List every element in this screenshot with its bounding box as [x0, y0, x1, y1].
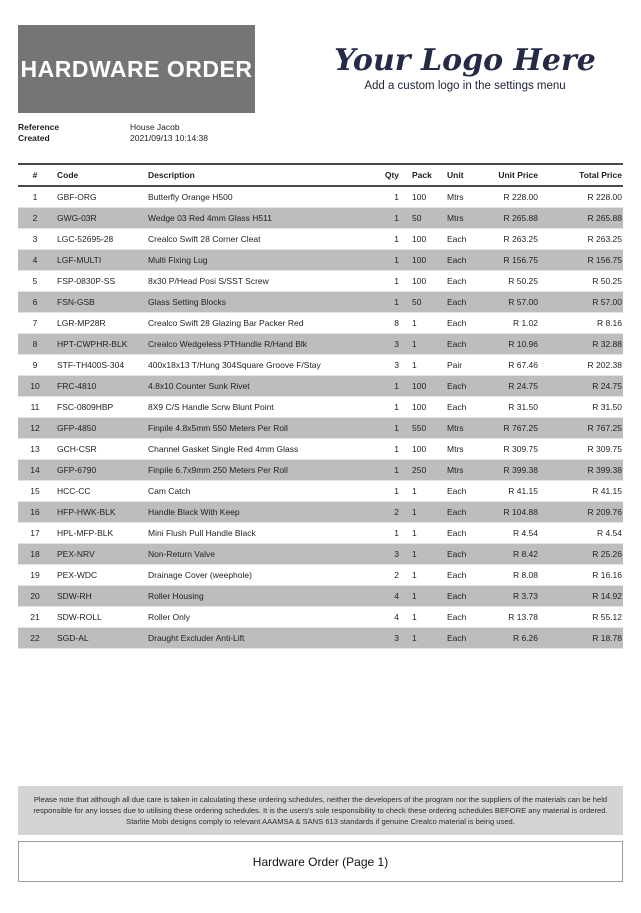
cell-number: 2 [32, 212, 38, 223]
cell-unit-price: R 24.75 [508, 380, 538, 391]
cell-unit: Each [447, 296, 467, 307]
cell-unit: Mtrs [447, 464, 464, 475]
cell-description: 4.8x10 Counter Sunk Rivet [148, 380, 250, 391]
cell-description: Draught Excluder Anti-Lift [148, 632, 245, 643]
cell-unit-price: R 57.00 [508, 296, 538, 307]
cell-unit: Mtrs [447, 443, 464, 454]
page-footer-box [18, 841, 623, 882]
cell-description: Mini Flush Pull Handle Black [148, 527, 256, 538]
cell-description: Finpile 4.8x5mm 550 Meters Per Roll [148, 422, 288, 433]
cell-description: Channel Gasket Single Red 4mm Glass [148, 443, 299, 454]
disclaimer-box [18, 786, 623, 835]
table-row [18, 459, 623, 480]
cell-unit-price: R 67.46 [508, 359, 538, 370]
cell-description: Crealco Swift 28 Corner Cleat [148, 233, 261, 244]
col-header-total-price: Total Price [579, 170, 622, 180]
cell-description: Butterfly Orange H500 [148, 191, 233, 202]
cell-code: GFP-6790 [57, 464, 97, 475]
table-row [18, 501, 623, 522]
cell-unit: Each [447, 569, 467, 580]
cell-description: Finpile 6.7x9mm 250 Meters Per Roll [148, 464, 288, 475]
cell-number: 15 [30, 485, 40, 496]
cell-total-price: R 399.38 [587, 464, 622, 475]
table-row [18, 396, 623, 417]
cell-qty: 4 [394, 611, 399, 622]
cell-pack: 1 [412, 611, 417, 622]
cell-code: SDW-RH [57, 590, 92, 601]
cell-total-price: R 50.25 [592, 275, 622, 286]
cell-qty: 2 [394, 506, 399, 517]
col-header-qty: Qty [384, 170, 399, 180]
cell-total-price: R 16.16 [592, 569, 622, 580]
cell-code: HPL-MFP-BLK [57, 527, 114, 538]
page-title: HARDWARE ORDER [20, 55, 253, 82]
cell-total-price: R 767.25 [587, 422, 622, 433]
cell-pack: 100 [412, 254, 427, 265]
table-row [18, 417, 623, 438]
cell-number: 7 [32, 317, 38, 328]
cell-qty: 1 [394, 191, 399, 202]
cell-unit: Each [447, 548, 467, 559]
cell-number: 18 [30, 548, 40, 559]
cell-pack: 50 [412, 296, 422, 307]
cell-number: 13 [30, 443, 40, 454]
table-header [18, 164, 623, 186]
cell-number: 3 [32, 233, 38, 244]
table-row [18, 270, 623, 291]
cell-total-price: R 55.12 [592, 611, 622, 622]
table-row [18, 564, 623, 585]
cell-pack: 1 [412, 506, 417, 517]
cell-qty: 1 [394, 464, 399, 475]
logo-text: Your Logo Here [334, 43, 596, 78]
logo-hint-text: Add a custom logo in the settings menu [364, 80, 566, 92]
cell-unit: Each [447, 632, 467, 643]
cell-qty: 1 [394, 380, 399, 391]
table-row [18, 543, 623, 564]
table-row [18, 291, 623, 312]
cell-total-price: R 18.78 [592, 632, 622, 643]
cell-code: STF-TH400S-304 [57, 359, 125, 370]
created-label: Created [18, 133, 50, 143]
cell-unit: Each [447, 590, 467, 601]
table-body [18, 186, 623, 648]
table-row [18, 375, 623, 396]
page-footer-label: Hardware Order (Page 1) [252, 854, 389, 869]
cell-pack: 1 [412, 485, 417, 496]
cell-pack: 1 [412, 632, 417, 643]
cell-code: FRC-4810 [57, 380, 97, 391]
col-header-number: # [32, 170, 38, 180]
cell-number: 8 [32, 338, 38, 349]
cell-code: FSC-0809HBP [57, 401, 114, 412]
cell-unit: Mtrs [447, 191, 464, 202]
cell-unit: Each [447, 527, 467, 538]
cell-qty: 1 [394, 485, 399, 496]
cell-total-price: R 309.75 [587, 443, 622, 454]
cell-total-price: R 57.00 [592, 296, 622, 307]
cell-pack: 1 [412, 590, 417, 601]
cell-unit-price: R 50.25 [508, 275, 538, 286]
cell-number: 6 [32, 296, 38, 307]
cell-qty: 1 [394, 212, 399, 223]
table-row [18, 585, 623, 606]
cell-number: 4 [32, 254, 38, 265]
cell-number: 21 [30, 611, 40, 622]
cell-unit-price: R 1.02 [512, 317, 538, 328]
cell-pack: 100 [412, 191, 427, 202]
cell-unit-price: R 3.73 [512, 590, 538, 601]
cell-total-price: R 265.88 [587, 212, 622, 223]
cell-unit-price: R 228.00 [503, 191, 538, 202]
col-header-pack: Pack [412, 170, 432, 180]
table-row [18, 438, 623, 459]
cell-unit: Mtrs [447, 422, 464, 433]
cell-qty: 1 [394, 254, 399, 265]
table-row [18, 522, 623, 543]
cell-description: Cam Catch [148, 485, 191, 496]
order-meta [18, 122, 208, 144]
cell-pack: 1 [412, 317, 417, 328]
table-row [18, 186, 623, 207]
cell-pack: 1 [412, 359, 417, 370]
cell-pack: 250 [412, 464, 427, 475]
cell-qty: 3 [394, 359, 399, 370]
cell-description: Drainage Cover (weephole) [148, 569, 252, 580]
cell-unit-price: R 156.75 [503, 254, 538, 265]
table-row [18, 627, 623, 648]
created-row [18, 133, 208, 144]
cell-total-price: R 32.88 [592, 338, 622, 349]
cell-unit: Each [447, 275, 467, 286]
created-value: 2021/09/13 10:14:38 [130, 133, 208, 143]
table-row [18, 480, 623, 501]
col-header-code: Code [57, 170, 79, 180]
cell-pack: 1 [412, 569, 417, 580]
cell-qty: 1 [394, 401, 399, 412]
cell-number: 14 [30, 464, 40, 475]
cell-qty: 3 [394, 548, 399, 559]
cell-unit-price: R 31.50 [508, 401, 538, 412]
cell-unit: Each [447, 233, 467, 244]
cell-qty: 2 [394, 569, 399, 580]
cell-unit: Mtrs [447, 212, 464, 223]
col-header-description: Description [148, 170, 195, 180]
cell-total-price: R 24.75 [592, 380, 622, 391]
cell-unit-price: R 263.25 [503, 233, 538, 244]
col-header-unit-price: Unit Price [498, 170, 538, 180]
cell-total-price: R 228.00 [587, 191, 622, 202]
cell-description: Wedge 03 Red 4mm Glass H511 [148, 212, 272, 223]
cell-description: Multi Fixing Lug [148, 254, 208, 265]
table-row [18, 249, 623, 270]
cell-code: PEX-NRV [57, 548, 95, 559]
logo-placeholder [300, 44, 630, 92]
cell-pack: 550 [412, 422, 427, 433]
cell-unit-price: R 4.54 [512, 527, 538, 538]
table-row [18, 333, 623, 354]
cell-number: 22 [30, 632, 40, 643]
cell-pack: 50 [412, 212, 422, 223]
cell-unit-price: R 767.25 [503, 422, 538, 433]
cell-total-price: R 202.38 [587, 359, 622, 370]
cell-total-price: R 41.15 [592, 485, 622, 496]
cell-pack: 100 [412, 380, 427, 391]
cell-code: GBF-ORG [57, 191, 97, 202]
cell-total-price: R 25.26 [592, 548, 622, 559]
cell-unit: Each [447, 254, 467, 265]
cell-code: GCH-CSR [57, 443, 97, 454]
cell-unit: Each [447, 401, 467, 412]
cell-total-price: R 14.92 [592, 590, 622, 601]
cell-description: Crealco Swift 28 Glazing Bar Packer Red [148, 317, 304, 328]
cell-qty: 1 [394, 275, 399, 286]
cell-qty: 8 [394, 317, 399, 328]
cell-code: PEX-WDC [57, 569, 98, 580]
cell-unit-price: R 13.78 [508, 611, 538, 622]
cell-unit: Pair [447, 359, 463, 370]
cell-qty: 3 [394, 632, 399, 643]
reference-label: Reference [18, 122, 60, 132]
cell-qty: 1 [394, 443, 399, 454]
cell-unit: Each [447, 338, 467, 349]
table-row [18, 207, 623, 228]
cell-code: GFP-4850 [57, 422, 97, 433]
cell-qty: 1 [394, 296, 399, 307]
cell-number: 17 [30, 527, 40, 538]
reference-row [18, 122, 208, 133]
cell-pack: 100 [412, 275, 427, 286]
cell-number: 10 [30, 380, 40, 391]
cell-unit: Each [447, 380, 467, 391]
cell-description: Roller Housing [148, 590, 204, 601]
cell-unit: Each [447, 485, 467, 496]
cell-code: HFP-HWK-BLK [57, 506, 116, 517]
table-row [18, 312, 623, 333]
cell-qty: 1 [394, 233, 399, 244]
cell-unit-price: R 6.26 [512, 632, 538, 643]
cell-total-price: R 263.25 [587, 233, 622, 244]
cell-unit-price: R 10.96 [508, 338, 538, 349]
cell-unit: Each [447, 506, 467, 517]
cell-unit-price: R 265.88 [503, 212, 538, 223]
cell-total-price: R 156.75 [587, 254, 622, 265]
cell-description: Non-Return Valve [148, 548, 215, 559]
cell-total-price: R 209.76 [587, 506, 622, 517]
cell-unit-price: R 8.08 [512, 569, 538, 580]
table-row [18, 228, 623, 249]
cell-code: HPT-CWPHR-BLK [57, 338, 128, 349]
cell-code: SDW-ROLL [57, 611, 102, 622]
table-row [18, 606, 623, 627]
cell-description: Roller Only [148, 611, 191, 622]
order-items-table [18, 163, 623, 649]
cell-total-price: R 8.16 [596, 317, 622, 328]
disclaimer-text: Please note that although all due care is taken in calculating these ordering schedules, neither the developers of the program nor the suppliers of the materials can be held responsible for any losses due to utilising these ordering schedules. It is the users's sole responsibility to check these ordering schedules BEFORE any material is ordered. Starlite Mobi designs comply to relevant AAAMSA & SANS 613 standards if genuine Crealco material is being used. [33, 795, 608, 826]
reference-value: House Jacob [130, 122, 180, 132]
cell-code: FSN-GSB [57, 296, 95, 307]
cell-code: LGR-MP28R [57, 317, 106, 328]
cell-unit-price: R 41.15 [508, 485, 538, 496]
cell-number: 12 [30, 422, 40, 433]
cell-unit-price: R 399.38 [503, 464, 538, 475]
cell-description: 8X9 C/S Handle Scrw Blunt Point [148, 401, 274, 412]
cell-pack: 1 [412, 548, 417, 559]
cell-pack: 100 [412, 401, 427, 412]
cell-total-price: R 4.54 [596, 527, 622, 538]
cell-code: FSP-0830P-SS [57, 275, 116, 286]
cell-number: 11 [30, 401, 40, 412]
col-header-unit: Unit [447, 170, 464, 180]
cell-code: SGD-AL [57, 632, 89, 643]
cell-code: LGC-52695-28 [57, 233, 114, 244]
cell-total-price: R 31.50 [592, 401, 622, 412]
cell-number: 5 [32, 275, 38, 286]
cell-number: 19 [30, 569, 40, 580]
table-row [18, 354, 623, 375]
cell-pack: 100 [412, 233, 427, 244]
cell-number: 1 [32, 191, 38, 202]
cell-description: Handle Black With Keep [148, 506, 240, 517]
cell-number: 9 [32, 359, 38, 370]
cell-unit-price: R 8.42 [512, 548, 538, 559]
cell-pack: 1 [412, 338, 417, 349]
cell-pack: 100 [412, 443, 427, 454]
cell-description: Crealco Wedgeless PTHandle R/Hand Blk [148, 338, 308, 349]
cell-qty: 1 [394, 422, 399, 433]
cell-unit: Each [447, 317, 467, 328]
cell-description: 400x18x13 T/Hung 304Square Groove F/Stay [148, 359, 321, 370]
cell-qty: 4 [394, 590, 399, 601]
cell-code: LGF-MULTI [57, 254, 102, 265]
cell-number: 16 [30, 506, 40, 517]
title-banner [18, 25, 255, 113]
cell-unit-price: R 309.75 [503, 443, 538, 454]
cell-unit: Each [447, 611, 467, 622]
cell-unit-price: R 104.88 [503, 506, 538, 517]
cell-qty: 1 [394, 527, 399, 538]
cell-code: HCC-CC [57, 485, 91, 496]
cell-number: 20 [30, 590, 40, 601]
cell-pack: 1 [412, 527, 417, 538]
cell-qty: 3 [394, 338, 399, 349]
cell-description: Glass Setting Blocks [148, 296, 226, 307]
cell-description: 8x30 P/Head Posi S/SST Screw [148, 275, 269, 286]
cell-code: GWG-03R [57, 212, 97, 223]
